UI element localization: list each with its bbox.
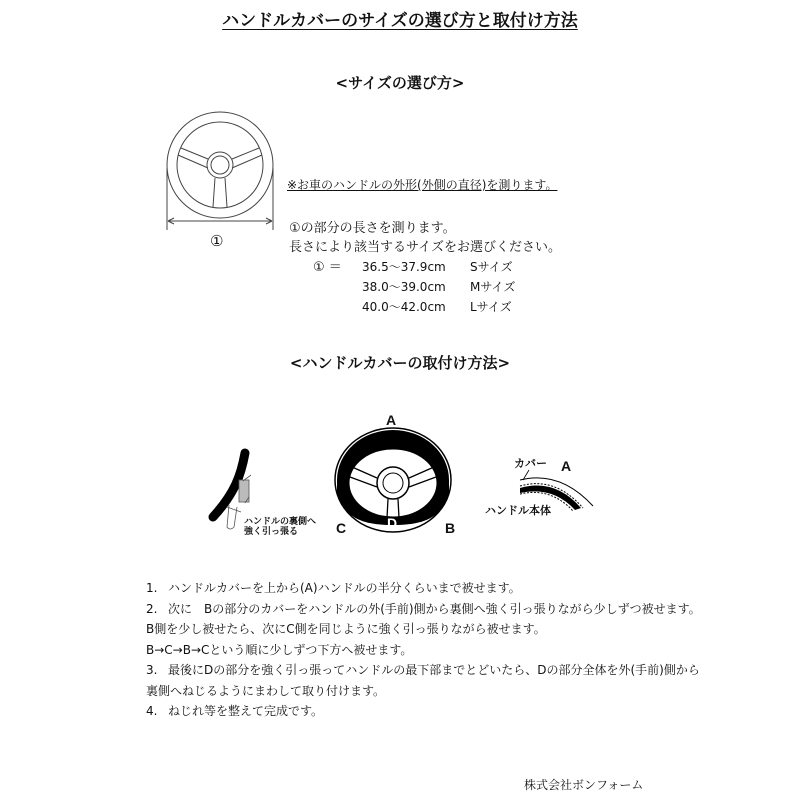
cover-label: カバー [514,457,547,470]
equals-label: ① ＝ [313,260,342,275]
size-name: Lサイズ [470,300,512,314]
step-2 [146,599,701,620]
step-text: 次に Bの部分のカバーをハンドルの外(手前)側から裏側へ強く引っ張りながら少しずつ被せます。 [168,601,701,616]
step-number: 1. [146,581,158,595]
installation-steps [146,578,701,722]
size-range: 38.0〜39.0cm [362,280,446,294]
step-number: 2. [146,601,158,616]
step-3 [146,660,701,681]
step-text: ハンドルカバーを上から(A)ハンドルの半分くらいまで被せます。 [168,581,521,595]
size-name: Sサイズ [470,260,513,274]
page-title [0,6,800,31]
install-section-heading: <ハンドルカバーの取付け方法> [289,354,511,372]
step-2-line-2: B側を少し被せたら、次にC側を同じように強く引っ張りながら被せます。 [146,622,546,636]
wheel-label-c: C [336,520,347,536]
size-row-l [362,298,512,315]
size-range: 36.5〜37.9cm [362,260,446,274]
page-title-text: ハンドルカバーのサイズの選び方と取付け方法 [222,11,578,31]
instruction-measure: ①の部分の長さを測ります。 [289,221,456,236]
pull-caption-1: ハンドルの裏側へ [244,517,317,527]
step-number: 3. [146,663,158,677]
step-number: 4. [146,704,158,718]
step-text: ねじれ等を整えて完成です。 [168,704,324,718]
step-text: 最後にDの部分を強く引っ張ってハンドルの最下部までとどいたら、Dの部分全体を外(手前)側から [168,663,700,677]
pull-caption-2: 強く引っ張る [244,527,299,537]
measurement-note: ※お車のハンドルの外形(外側の直径)を測ります。 [287,178,558,192]
step-3-line-2: 裏側へねじるようにまわして取り付けます。 [146,683,386,698]
company-name: 株式会社ボンフォーム [524,778,644,792]
instruction-select: 長さにより該当するサイズをお選びください。 [289,240,561,255]
size-name: Mサイズ [470,280,516,294]
size-row-s [362,258,513,275]
cross-section-label-a: A [561,458,572,474]
wheel-label-a: A [386,412,397,428]
size-section-heading: <サイズの選び方> [335,74,465,92]
step-4 [146,701,701,722]
wheel-body-label: ハンドル本体 [485,504,551,517]
wheel-label-b: B [445,520,456,536]
size-row-m [362,278,515,295]
step-1 [146,578,701,599]
steering-wheel-outline-figure [155,108,285,233]
diameter-label: ① [210,232,224,250]
step-2-line-3: B→C→B→Cという順に少しずつ下方へ被せます。 [146,642,413,657]
size-range: 40.0〜42.0cm [362,300,446,314]
wheel-label-d: D [387,515,398,531]
